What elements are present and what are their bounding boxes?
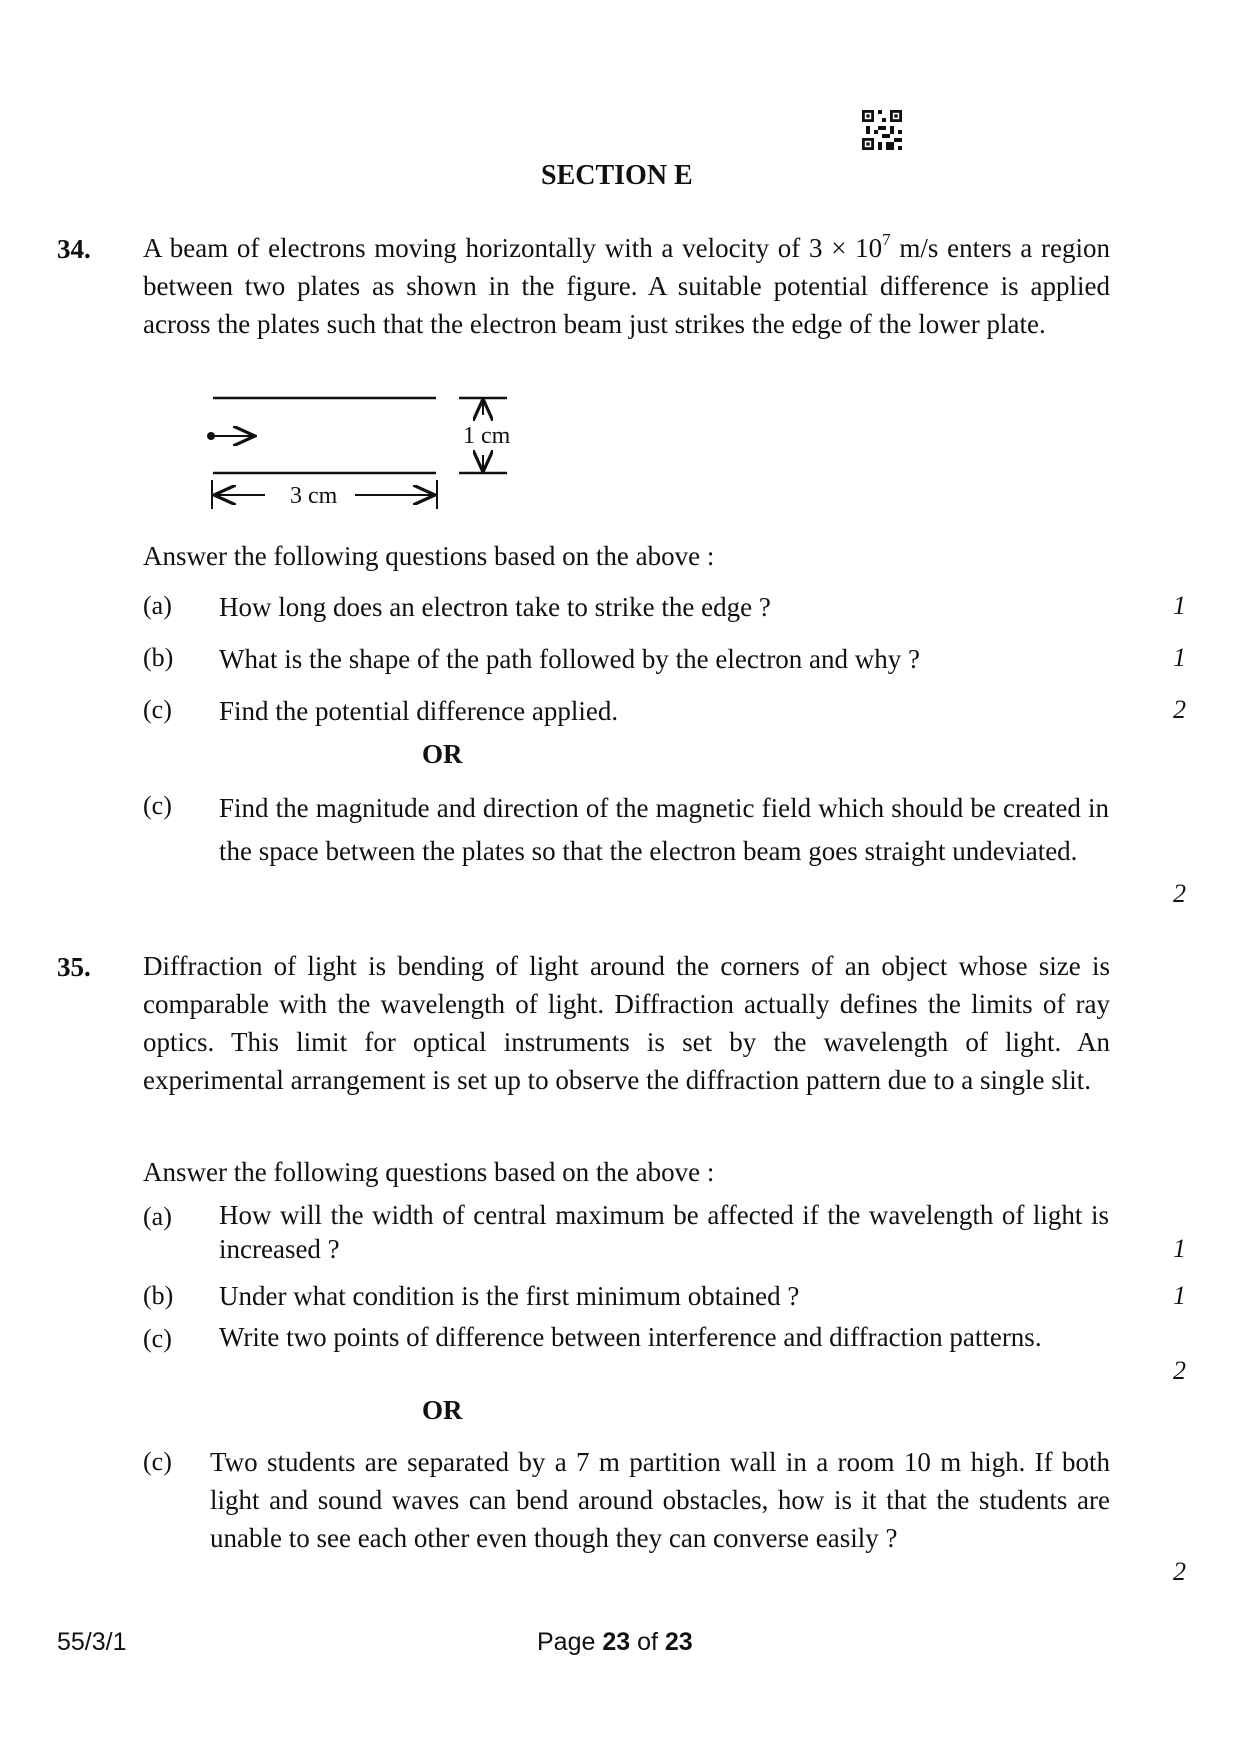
question-number: 35.	[57, 952, 91, 982]
or-divider: OR	[422, 1395, 463, 1425]
marks: 1	[1173, 1281, 1186, 1310]
question-intro: A beam of electrons moving horizontally with a velocity of $3 \times 10^7$ m/s enters a region between two plates as shown in the figure. A suitable potential difference is applied across the plates such that the electron beam just strikes the edge of the lower plate.	[143, 230, 1110, 339]
part-label: (c)	[143, 791, 172, 820]
part-text: Find the magnitude and direction of the magnetic field which should be created in the space between the plates so that the electron beam goes straight undeviated.	[219, 793, 1109, 866]
qr-code-icon	[862, 110, 902, 150]
marks: 1	[1173, 643, 1186, 672]
marks: 2	[1173, 695, 1186, 724]
plates-figure	[195, 385, 535, 510]
part-label: (b)	[143, 1281, 174, 1310]
marks: 1	[1173, 591, 1186, 620]
part-label: (b)	[143, 643, 174, 672]
or-divider: OR	[422, 739, 463, 769]
marks: 2	[1173, 879, 1186, 908]
answer-prompt: Answer the following questions based on the above :	[143, 1157, 715, 1187]
part-label: (c)	[143, 1324, 172, 1353]
answer-prompt: Answer the following questions based on the above :	[143, 541, 715, 571]
gap-label: 1 cm	[463, 423, 511, 449]
marks: 2	[1173, 1557, 1186, 1586]
part-text: How will the width of central maximum be affected if the wavelength of light is increased ?	[219, 1200, 1109, 1264]
part-text: Write two points of difference between interference and diffraction patterns.	[219, 1322, 1042, 1352]
part-label: (a)	[143, 1202, 172, 1231]
part-label: (a)	[143, 591, 172, 620]
question-intro: Diffraction of light is bending of light around the corners of an object whose size is comparable with the wavelength of light. Diffraction actually defines the limits of ray optics. This limit for optical instruments is set by the wavelength of light. An experimental arrangement is set up to observe the diffraction pattern due to a single slit.	[143, 951, 1110, 1095]
part-label: (c)	[143, 695, 172, 724]
page-number: Page 23 of 23	[537, 1628, 693, 1656]
part-text: Find the potential difference applied.	[219, 696, 619, 726]
part-text: Under what condition is the first minimum obtained ?	[219, 1281, 800, 1311]
part-label: (c)	[143, 1447, 172, 1476]
marks: 2	[1173, 1356, 1186, 1385]
length-label: 3 cm	[290, 483, 338, 509]
part-text: What is the shape of the path followed by the electron and why ?	[219, 644, 921, 674]
paper-code: 55/3/1	[57, 1628, 127, 1656]
question-number: 34.	[57, 234, 91, 264]
part-text: How long does an electron take to strike the edge ?	[219, 592, 771, 622]
marks: 1	[1173, 1234, 1186, 1263]
part-text: Two students are separated by a 7 m partition wall in a room 10 m high. If both light and sound waves can bend around obstacles, how is it that the students are unable to see each other even though they can converse easily ?	[210, 1447, 1110, 1553]
